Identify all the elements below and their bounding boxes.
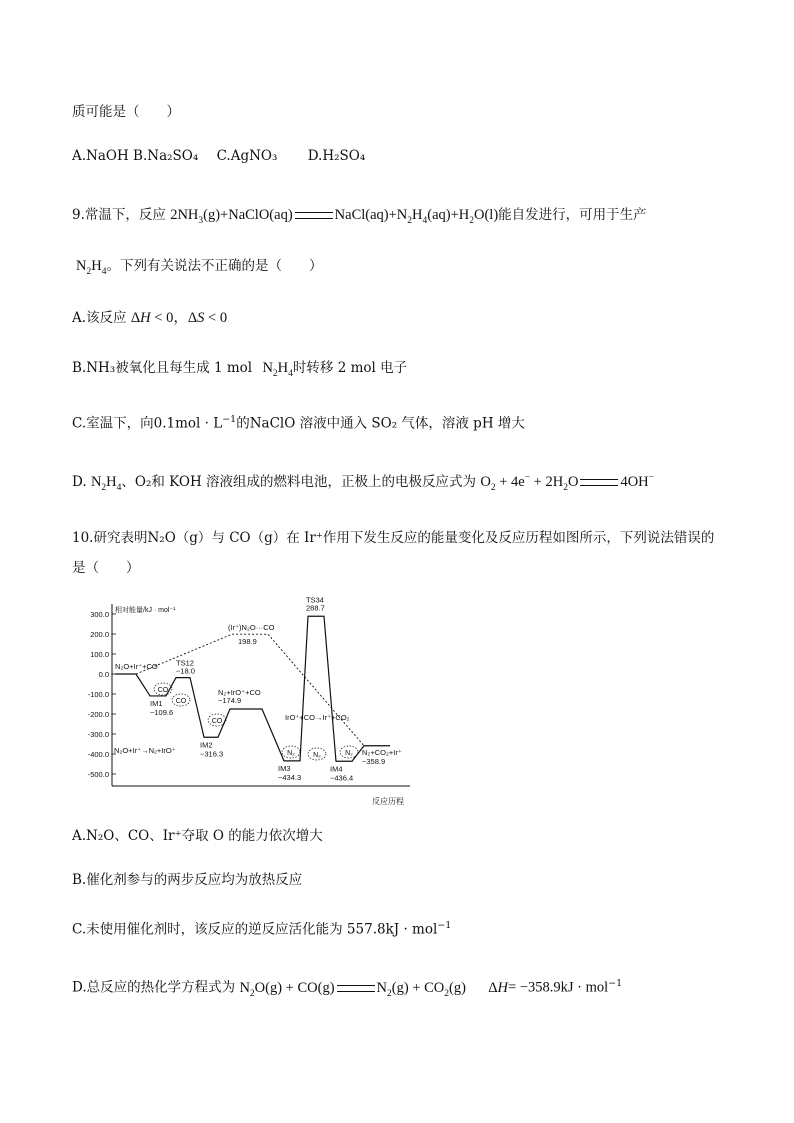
q9-option-c-text2: 的NaClO 溶液中通入 SO₂ 气体，溶液 pH 增大 xyxy=(236,415,525,432)
q9-option-b[interactable]: B.NH₃被氧化且每生成 1 mol $N_2H_4$时转移 2 mol 电子 xyxy=(72,360,408,379)
q10-option-d-dh: = −358.9kJ · mol xyxy=(508,979,609,996)
q9-option-b-label: B.NH₃被氧化且每生成 1 mol xyxy=(72,360,253,376)
state-label: N₂+IrO⁺+CO xyxy=(218,687,261,697)
q9-option-d-label: D. xyxy=(72,473,87,490)
q9-stem-line1 xyxy=(72,205,647,231)
q9-option-b-suffix: 时转移 2 mol 电子 xyxy=(292,360,408,376)
state-label: N₂+CO₂+Ir⁺ xyxy=(362,747,402,757)
energy-label: −358.9 xyxy=(362,756,386,766)
y-tick-label: 200.0 xyxy=(90,630,109,639)
state-label: IM4 xyxy=(330,764,343,774)
energy-label: −109.6 xyxy=(150,707,174,717)
q9-option-d-text: 、O₂和 KOH 溶液组成的燃料电池，正极上的电极反应式为 xyxy=(121,473,477,490)
q8-option-b[interactable]: B.Na₂SO₄ xyxy=(133,148,199,164)
q8-option-d[interactable]: D.H₂SO₄ xyxy=(307,148,366,164)
energy-label: −174.9 xyxy=(218,695,242,705)
q9-stem-tail: 。下列有关说法不正确的是（ ） xyxy=(106,258,323,274)
q9-option-c[interactable]: C.室温下，向$0.1mol \cdot L^{-1}$的NaClO 溶液中通入 SO₂ 气体，溶液 pH 增大 xyxy=(72,414,525,432)
q8-option-a[interactable]: A.NaOH xyxy=(72,148,129,164)
y-tick-label: -100.0 xyxy=(87,690,109,699)
q8-option-c[interactable]: C.AgNO₃ xyxy=(216,148,278,164)
q10-option-a[interactable]: A.N₂O、CO、Ir⁺夺取 O 的能力依次增大 xyxy=(72,828,323,844)
annotation-step1: N₂O+Ir⁺→N₂+IrO⁺ xyxy=(114,746,176,755)
q9-option-a[interactable]: A.该反应 ΔH < 0，ΔS < 0 xyxy=(72,310,228,326)
species-label: CO xyxy=(211,718,223,725)
q10-stem-line2: 是（ ） xyxy=(72,560,140,576)
y-tick-label: -200.0 xyxy=(87,710,109,719)
energy-label: −436.4 xyxy=(330,773,354,783)
q9-stem-prefix: 9.常温下，反应 xyxy=(72,207,166,223)
state-label: IM2 xyxy=(200,740,213,750)
y-tick-label: -300.0 xyxy=(87,730,109,739)
q9-option-d[interactable]: D. $N_2H_4$、O₂和 KOH 溶液组成的燃料电池，正极上的电极反应式为 $O_2 + 4e^- + 2H_2O$ 4OH− xyxy=(72,473,654,493)
annotation-step2: IrO⁺+CO→Ir⁺+CO₂ xyxy=(285,713,350,722)
y-axis-label: 相对能量/kJ · mol⁻¹ xyxy=(115,607,176,614)
species-label: CO xyxy=(157,687,169,694)
energy-label: −18.0 xyxy=(176,666,195,676)
species-label: N₂ xyxy=(313,752,321,759)
species-label: CO xyxy=(175,698,187,705)
q8-options xyxy=(72,146,365,166)
q9-stem-suffix: 能自发进行，可用于生产 xyxy=(498,207,647,223)
y-tick-label: 300.0 xyxy=(90,610,109,619)
uncatalyzed-ts-value: 198.9 xyxy=(238,637,257,647)
energy-label: 288.7 xyxy=(306,603,325,613)
state-label: IM3 xyxy=(278,763,291,773)
uncatalyzed-ts-label: (Ir⁺)N₂O···CO xyxy=(228,623,275,633)
q8-stem-tail: 质可能是（ ） xyxy=(72,104,180,120)
x-axis-label: 反应历程 xyxy=(372,797,404,806)
species-label: N₂ xyxy=(287,750,295,757)
energy-label: −434.3 xyxy=(278,772,302,782)
energy-profile-chart xyxy=(72,596,417,811)
energy-label: −316.3 xyxy=(200,749,224,759)
y-tick-label: 100.0 xyxy=(90,650,109,659)
q9-option-c-text1: C.室温下，向0.1mol · L xyxy=(72,415,223,432)
species-label: N₂ xyxy=(345,750,353,757)
q10-option-c[interactable]: C.未使用催化剂时，该反应的逆反应活化能为 557.8kJ · mol$^{-1}$ xyxy=(72,920,452,938)
q9-equation: $2NH_3(g)+NaClO(aq)$ $NaCl(aq)+N_2H_4(aq)+H_2O(l)$ xyxy=(170,207,499,226)
q10-option-c-text: C.未使用催化剂时，该反应的逆反应活化能为 557.8kJ · mol xyxy=(72,921,438,938)
state-label: TS12 xyxy=(176,658,194,668)
q9-stem-line2: $N_2H_4$。下列有关说法不正确的是（ ） xyxy=(76,258,323,277)
chart-labels xyxy=(114,596,402,782)
state-label: TS34 xyxy=(306,596,324,605)
y-tick-label: -400.0 xyxy=(87,750,109,759)
q10-option-d[interactable]: D.总反应的热化学方程式为 $N_2O(g) + CO(g) N_2(g) + CO_2(g)$ ΔH= −358.9kJ · mol$^{-1}$ xyxy=(72,978,623,999)
y-tick-label: -500.0 xyxy=(87,770,109,779)
q10-option-d-text: D.总反应的热化学方程式为 xyxy=(72,979,236,996)
state-label: IM1 xyxy=(150,698,163,708)
q10-option-b[interactable]: B.催化剂参与的两步反应均为放热反应 xyxy=(72,872,303,888)
q10-stem-line1: 10.研究表明N₂O（g）与 CO（g）在 Ir⁺作用下发生反应的能量变化及反应历程如图所示，下列说法错误的 xyxy=(72,530,715,546)
y-tick-label: 0.0 xyxy=(98,670,109,679)
state-label: N₂O+Ir⁺+CO xyxy=(115,662,158,671)
q9-option-a-label: A.该反应 xyxy=(72,310,127,326)
